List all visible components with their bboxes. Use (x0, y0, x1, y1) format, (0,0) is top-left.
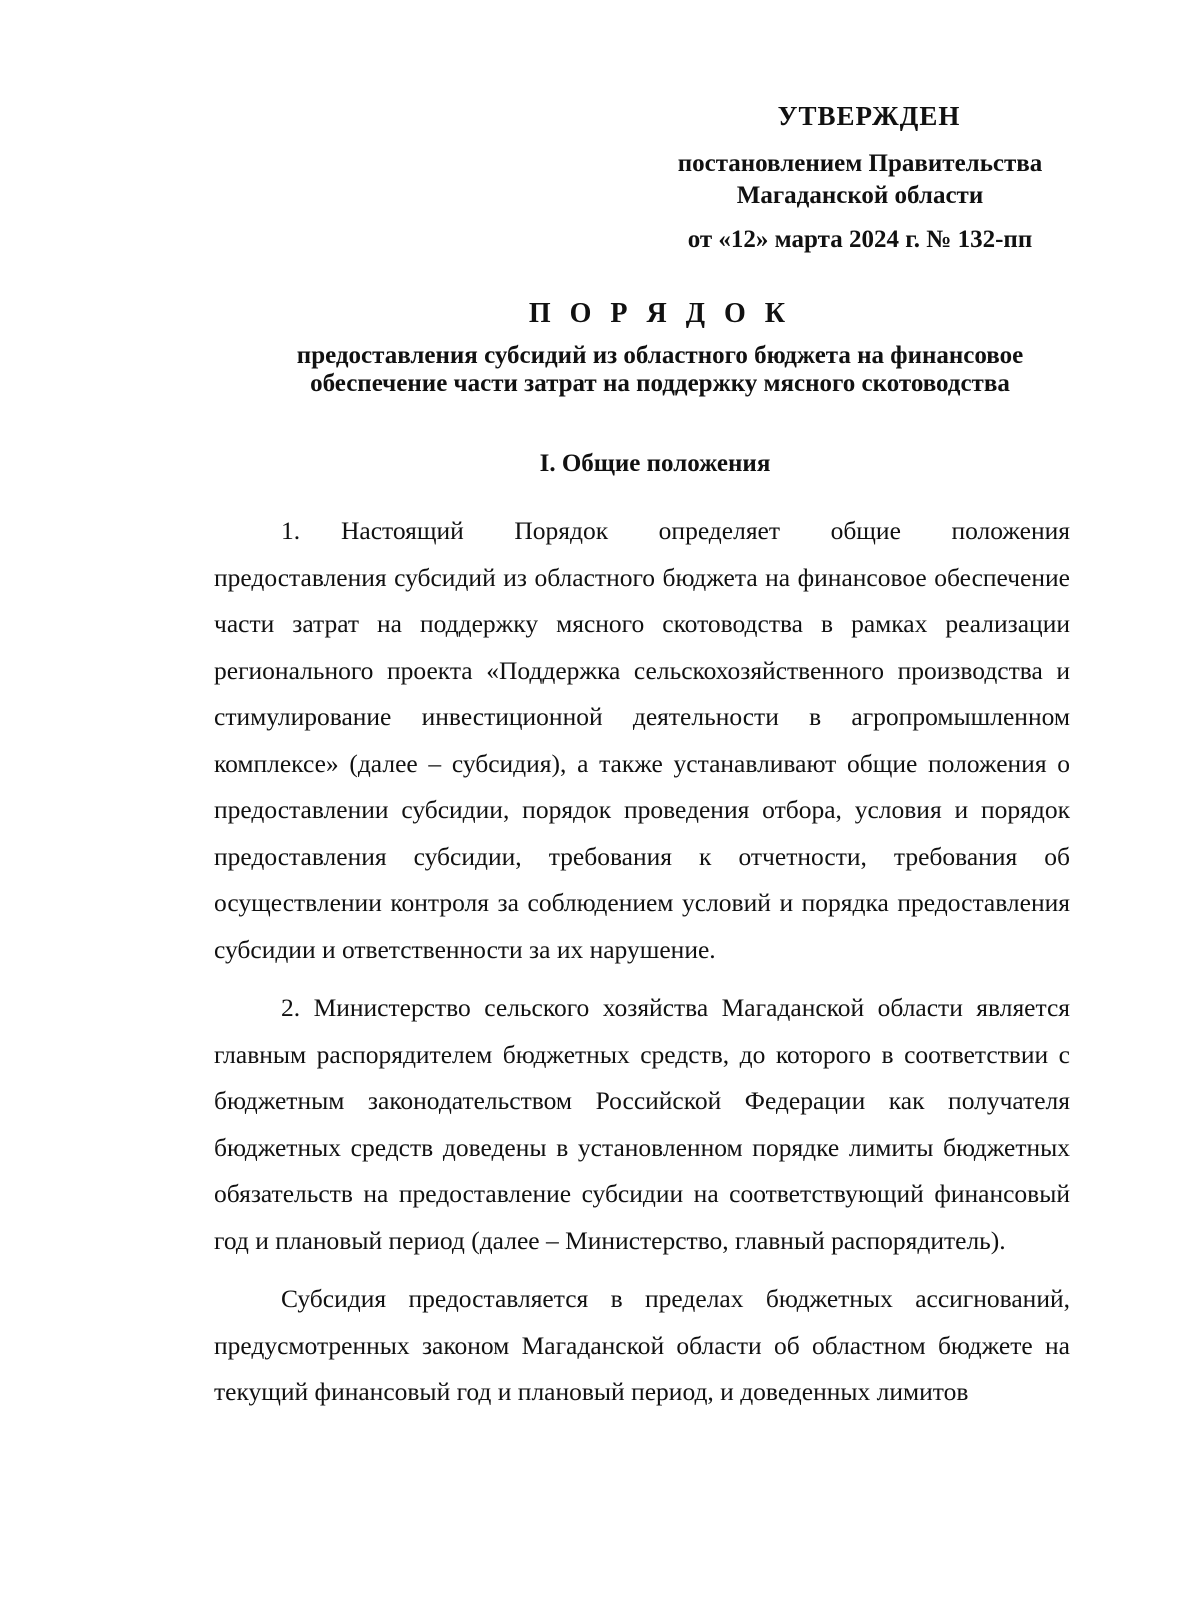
approval-heading: УТВЕРЖДЕН (777, 101, 961, 131)
document-body (214, 508, 1070, 1416)
document-title: П О Р Я Д О К (528, 298, 792, 329)
document-subtitle-line-2: обеспечение части затрат на поддержку мясного скотоводства (310, 370, 1010, 397)
paragraph-1 (214, 508, 1070, 973)
approval-line-1: постановлением Правительства (677, 150, 1043, 177)
paragraph-1-number: 1. (281, 516, 301, 545)
approval-line-2: Магаданской области (736, 182, 984, 209)
approval-order-date: от «12» марта 2024 г. № 132-пп (687, 226, 1033, 253)
paragraph-2: 2. Министерство сельского хозяйства Магаданской области является главным распорядителем бюджетных средств, до которого в соответствии с бюджетным законодательством Российской Федерации как получателя бюджетных средств доведены в установленном порядке лимиты бюджетных обязательств на предоставление субсидии на соответствующий финансовый год и плановый период (далее – Министерство, главный распорядитель). (214, 993, 1070, 1255)
approval-stamp (640, 100, 1080, 256)
document-subtitle (200, 342, 1120, 398)
paragraph-3: Субсидия предоставляется в пределах бюджетных ассигнований, предусмотренных законом Магаданской области об областном бюджете на текущий финансовый год и плановый период, и доведенных лимитов (214, 1284, 1070, 1406)
document-subtitle-line-1: предоставления субсидий из областного бюджета на финансовое (296, 342, 1024, 369)
section-title: I. Общие положения (539, 450, 771, 477)
paragraph-1-text: Настоящий Порядок определяет общие положения предоставления субсидий из областного бюджета на финансовое обеспечение части затрат на поддержку мясного скотоводства в рамках реализации регионального проекта «Поддержка сельскохозяйственного производства и стимулирование инвестиционной деятельности в агропромышленном комплексе» (далее – субсидия), а также устанавливают общие положения о предоставлении субсидии, порядок проведения отбора, условия и порядок предоставления субсидии, требования к отчетности, требования об осуществлении контроля за соблюдением условий и порядка предоставления субсидии и ответственности за их нарушение. (214, 516, 1070, 964)
